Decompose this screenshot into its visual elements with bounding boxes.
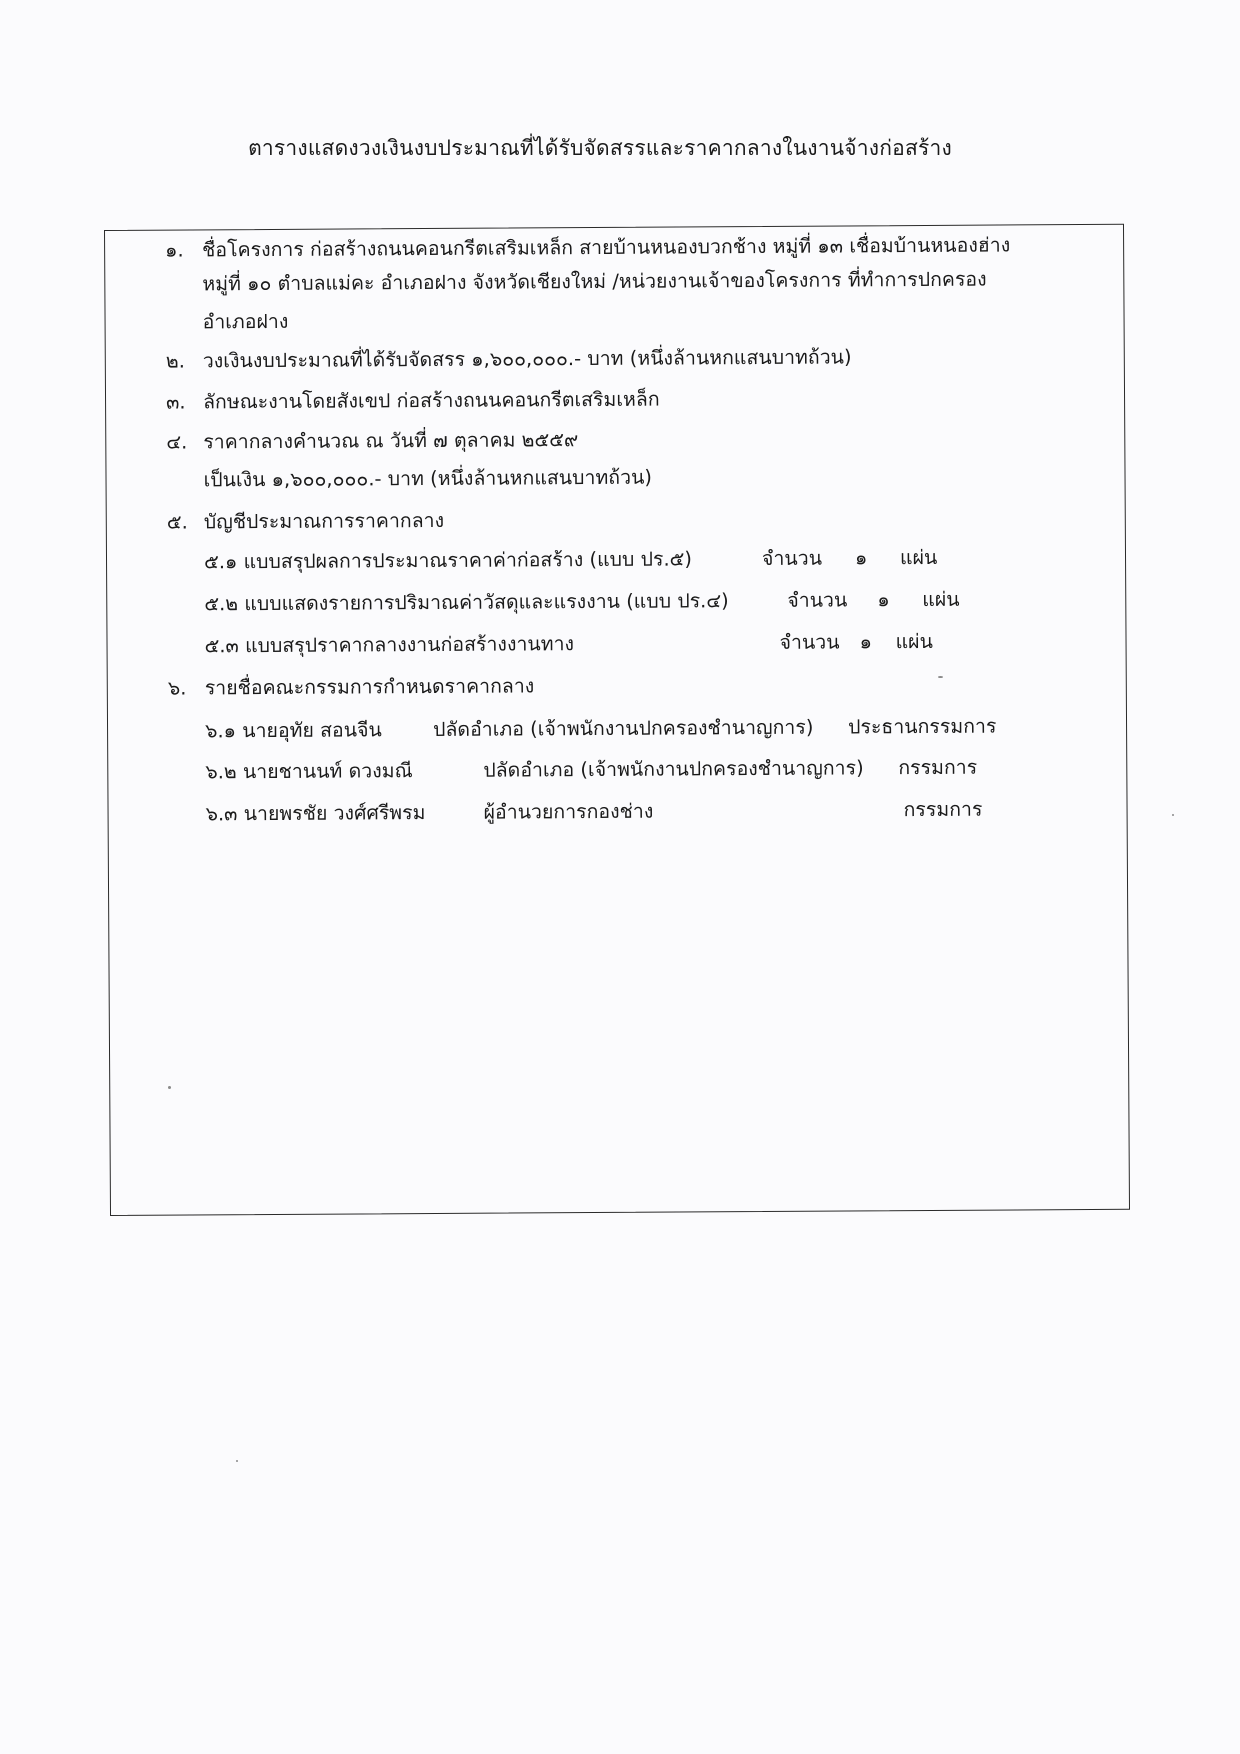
- item-5-number: ๕.: [166, 510, 188, 534]
- member-2-role: กรรมการ: [898, 755, 978, 780]
- item-6-text: รายชื่อคณะกรรมการกำหนดราคากลาง: [204, 674, 535, 700]
- member-3-name: ๖.๓ นายพรชัย วงศ์ศรีพรม: [205, 801, 426, 826]
- scan-speck: [168, 1086, 171, 1089]
- scan-speck: [1172, 814, 1174, 816]
- item-3-number: ๓.: [165, 390, 186, 414]
- item-5-3-unit: แผ่น: [895, 629, 933, 654]
- member-1-role: ประธานกรรมการ: [847, 714, 997, 739]
- item-5-1-qty: ๑: [854, 546, 868, 570]
- item-4-line-2: เป็นเงิน ๑,๖๐๐,๐๐๐.- บาท (หนึ่งล้านหกแสนบาทถ้วน): [203, 465, 653, 492]
- member-2-position: ปลัดอำเภอ (เจ้าพนักงานปกครองชำนาญการ): [483, 756, 864, 782]
- item-1-line-2: หมู่ที่ ๑๐ ตำบลแม่คะ อำเภอฝาง จังหวัดเชียงใหม่ /หน่วยงานเจ้าของโครงการ ที่ทำการปกครอง: [202, 267, 987, 296]
- item-5-2-qty: ๑: [877, 588, 890, 612]
- member-1-name: ๖.๑ นายอุทัย สอนจีน: [204, 718, 382, 743]
- item-5-1-qty-label: จำนวน: [761, 546, 823, 570]
- item-5-3-label: ๕.๓ แบบสรุปราคากลางงานก่อสร้างงานทาง: [204, 632, 575, 658]
- member-3-role: กรรมการ: [903, 797, 983, 822]
- item-5-text: บัญชีประมาณการราคากลาง: [203, 508, 445, 534]
- scan-speck: [938, 676, 943, 678]
- item-5-3-qty-label: จำนวน: [779, 630, 840, 654]
- item-5-1-unit: แผ่น: [899, 545, 938, 570]
- item-1-line-3: อำเภอฝาง: [202, 309, 289, 334]
- scan-speck: [236, 1460, 238, 1462]
- item-6-number: ๖.: [167, 676, 187, 700]
- member-2-name: ๖.๒ นายชานนท์ ดวงมณี: [205, 759, 413, 784]
- item-1-line-1: ชื่อโครงการ ก่อสร้างถนนคอนกรีตเสริมเหล็ก สายบ้านหนองบวกช้าง หมู่ที่ ๑๓ เชื่อมบ้านหนองฮ่าง: [202, 233, 1011, 262]
- item-2-text: วงเงินงบประมาณที่ได้รับจัดสรร ๑,๖๐๐,๐๐๐.- บาท (หนึ่งล้านหกแสนบาทถ้วน): [202, 345, 852, 373]
- item-5-2-unit: แผ่น: [922, 587, 960, 612]
- content-box: [104, 224, 1130, 1216]
- member-1-position: ปลัดอำเภอ (เจ้าพนักงานปกครองชำนาญการ): [432, 715, 814, 741]
- item-5-2-label: ๕.๒ แบบแสดงรายการปริมาณค่าวัสดุและแรงงาน (แบบ ปร.๔): [204, 589, 729, 616]
- document-title: ตารางแสดงวงเงินงบประมาณที่ได้รับจัดสรรและราคากลางในงานจ้างก่อสร้าง: [248, 136, 952, 160]
- item-5-2-qty-label: จำนวน: [787, 588, 848, 612]
- item-3-text: ลักษณะงานโดยสังเขป ก่อสร้างถนนคอนกรีตเสริมเหล็ก: [202, 387, 660, 414]
- item-4-line-1: ราคากลางคำนวณ ณ วันที่ ๗ ตุลาคม ๒๕๕๙: [203, 428, 579, 454]
- item-5-3-qty: ๑: [859, 630, 872, 654]
- member-3-position: ผู้อำนวยการกองช่าง: [483, 799, 654, 824]
- item-5-1-label: ๕.๑ แบบสรุปผลการประมาณราคาค่าก่อสร้าง (แบบ ปร.๕): [203, 547, 693, 574]
- item-1-number: ๑.: [165, 238, 184, 262]
- item-2-number: ๒.: [165, 349, 185, 373]
- item-4-number: ๔.: [166, 430, 188, 454]
